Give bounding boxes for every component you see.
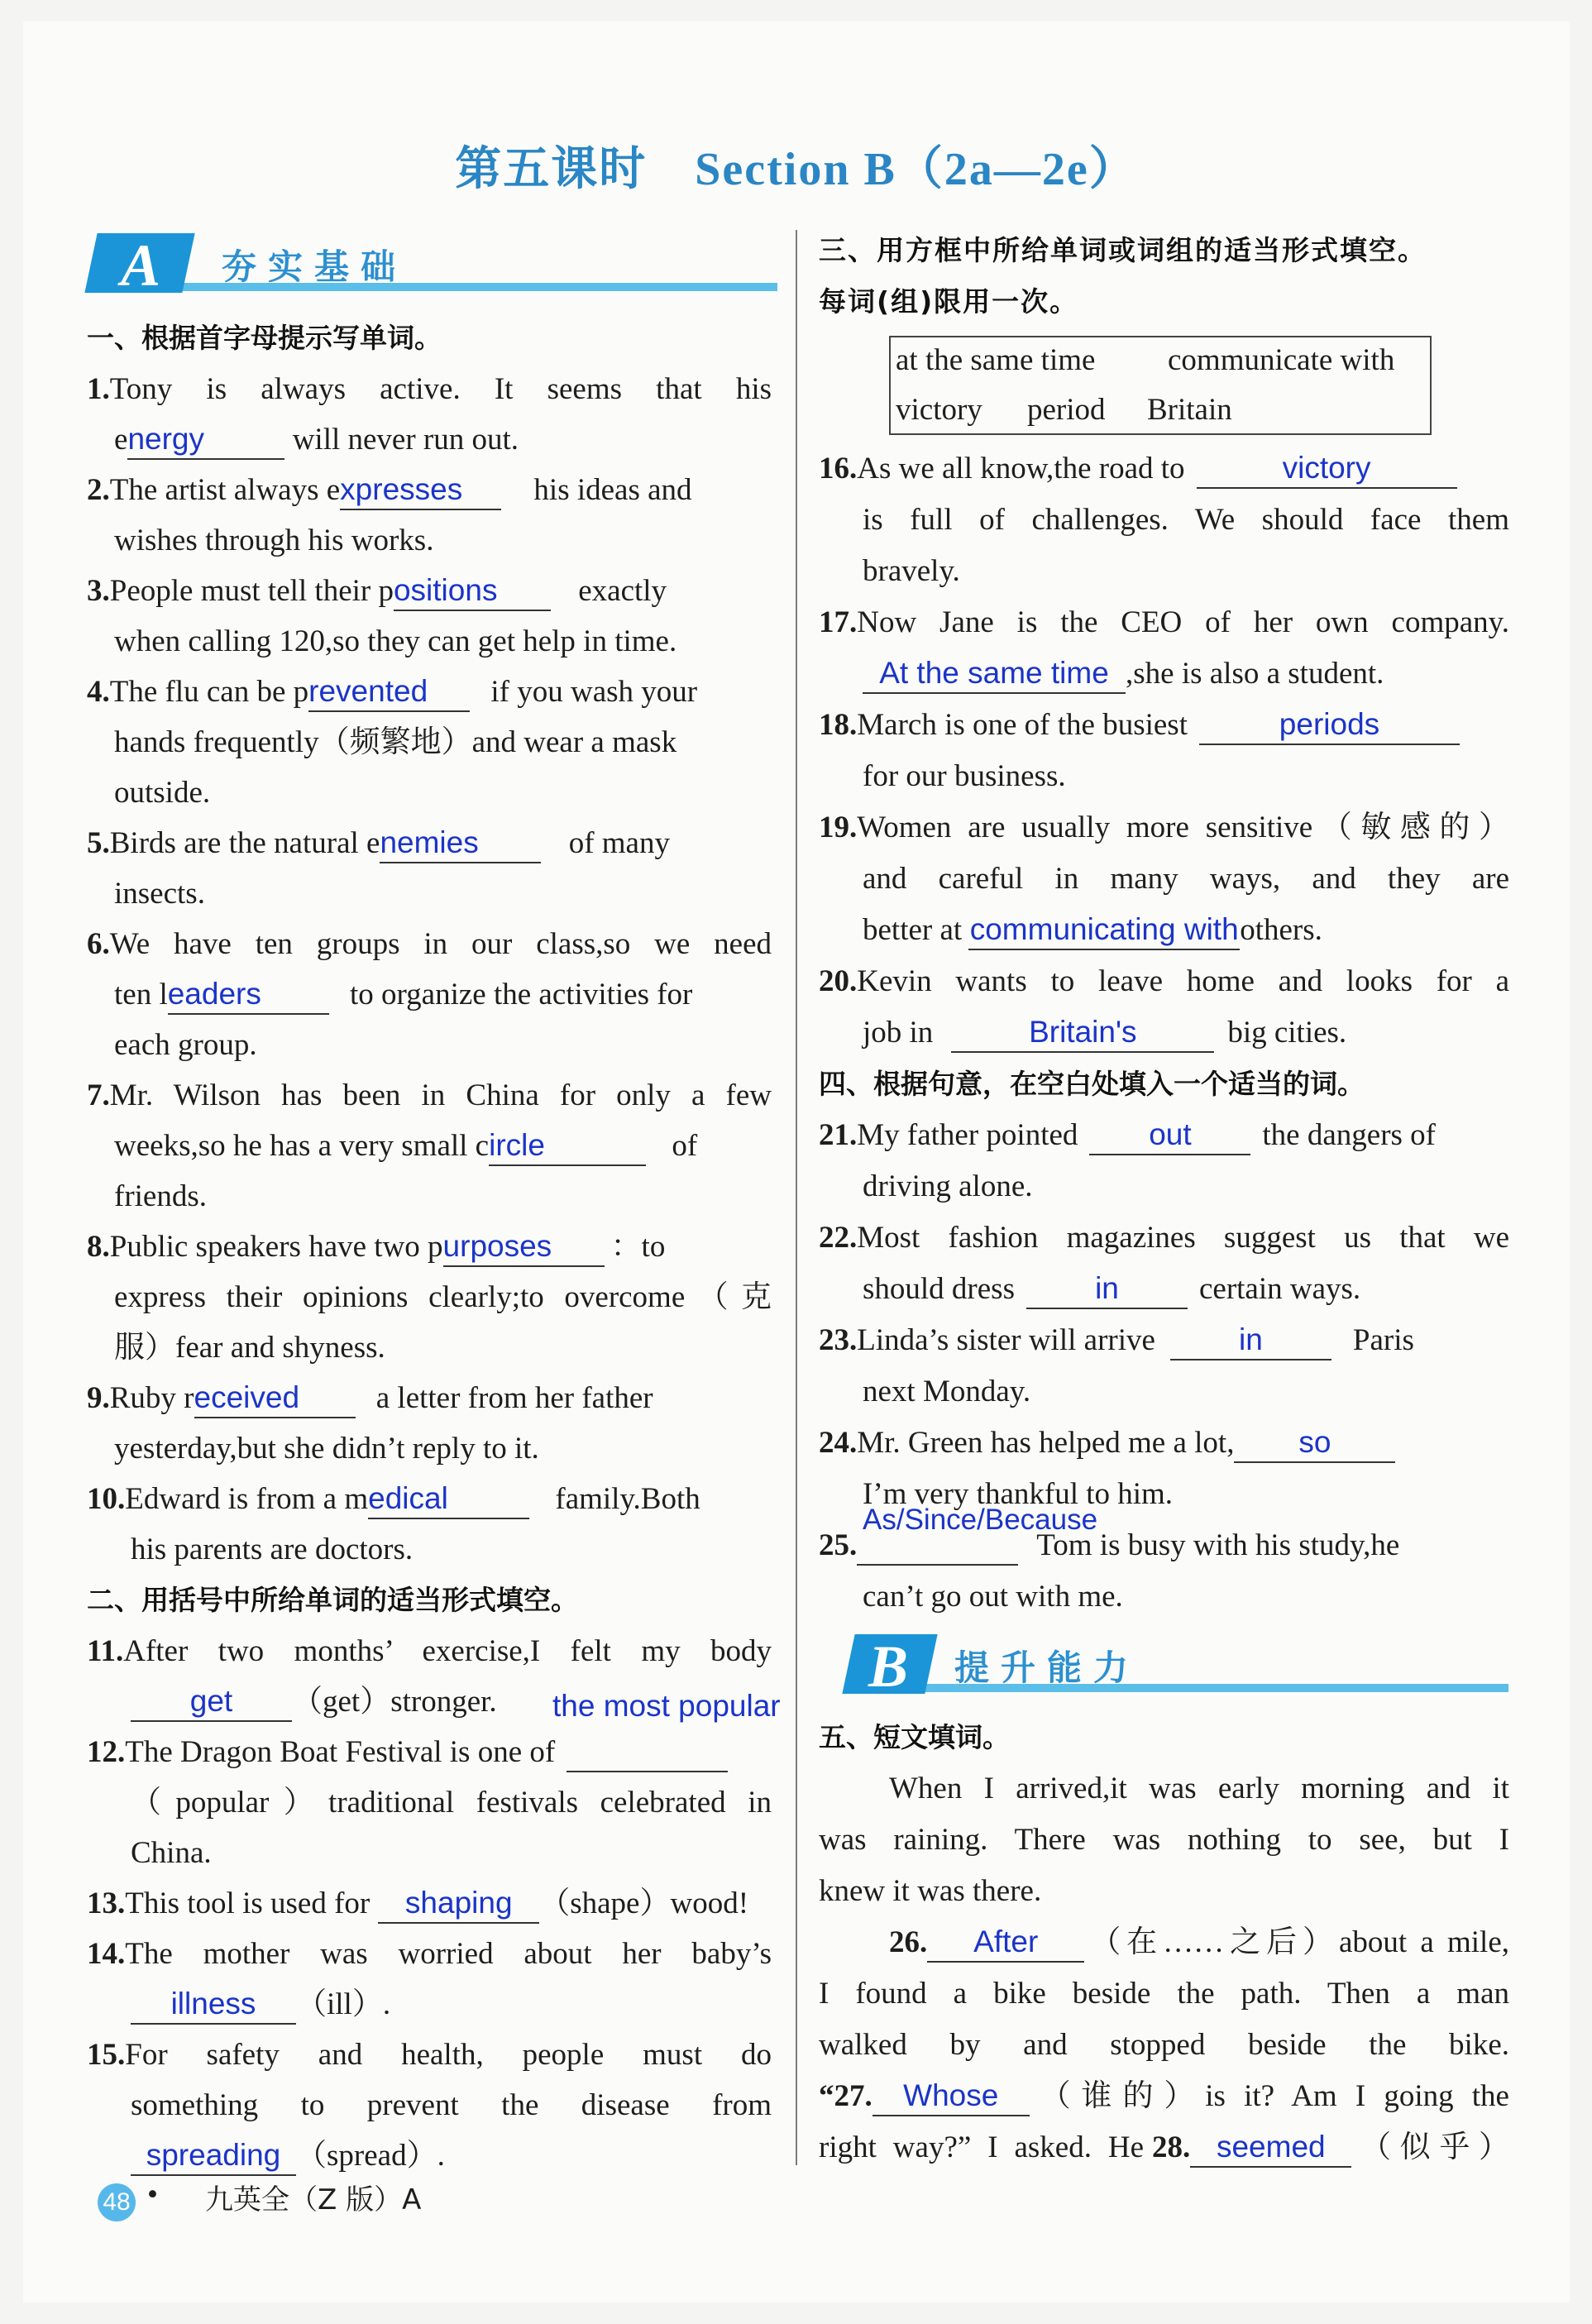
- q28-number: 28.: [1152, 2130, 1191, 2164]
- q2-number: 2.: [87, 473, 110, 507]
- q3-number: 3.: [87, 574, 110, 608]
- q1-text-2: e: [114, 423, 128, 457]
- q19-text-4: others.: [1240, 913, 1322, 947]
- q10-answer-blank[interactable]: [368, 1480, 529, 1519]
- q24-answer: so: [1298, 1425, 1331, 1459]
- q14-number: 14.: [87, 1937, 126, 1971]
- passage-line-2: [819, 1815, 1509, 1865]
- q28-answer-blank[interactable]: [1190, 2129, 1351, 2168]
- q1-text-3: will never run out.: [284, 423, 519, 457]
- passage-line-1: [889, 1763, 1509, 1814]
- q23-answer-blank[interactable]: [1170, 1322, 1331, 1360]
- q21-text-1: My father pointed: [857, 1118, 1078, 1152]
- q25-number: 25.: [819, 1528, 858, 1562]
- question-17: [819, 597, 1509, 648]
- q17-answer: At the same time: [879, 656, 1109, 690]
- q11-number: 11.: [87, 1634, 124, 1668]
- question-21: [819, 1110, 1509, 1160]
- q19-number: 19.: [819, 811, 858, 844]
- q26-answer-blank[interactable]: [927, 1924, 1084, 1963]
- question-22: [819, 1212, 1509, 1263]
- q7-text-2: weeks,so he has a very small c: [114, 1129, 490, 1163]
- q22-answer: in: [1095, 1271, 1119, 1305]
- question-23: [819, 1315, 1509, 1365]
- q7-text-4: friends.: [114, 1179, 207, 1213]
- box-word-2: communicate with: [1168, 343, 1395, 377]
- section-a-title: 夯实基础: [222, 246, 408, 287]
- q13-text-2: （shape）wood!: [539, 1886, 749, 1920]
- q12-text-3: China.: [131, 1836, 212, 1870]
- q8-text-2: ：to: [610, 1230, 666, 1264]
- q17-number: 17.: [819, 605, 858, 639]
- question-27: [819, 2071, 1509, 2121]
- q16-text-3: bravely.: [863, 554, 960, 588]
- q1-number: 1.: [87, 372, 110, 406]
- question-16-line2: [863, 495, 1509, 545]
- q6-answer: eaders: [167, 977, 261, 1011]
- question-19-line2: [863, 854, 1509, 904]
- question-12-line2: [131, 1777, 772, 1828]
- passage-text-3: knew it was there.: [819, 1874, 1042, 1908]
- q18-text-1: March is one of the busiest: [857, 708, 1188, 742]
- q25-answer: As/Since/Because: [863, 1504, 1098, 1536]
- q5-text-3: insects.: [114, 877, 205, 911]
- q15-answer-blank[interactable]: [131, 2137, 296, 2176]
- q20-text-3: big cities.: [1227, 1016, 1347, 1050]
- q23-answer: in: [1239, 1322, 1263, 1356]
- q5-text-2: of many: [561, 826, 670, 860]
- section-a-header: [89, 230, 777, 298]
- question-10-line2: [131, 1524, 772, 1575]
- passage-text-2: was raining. There was nothing to see, but I: [819, 1823, 1509, 1857]
- q18-answer: periods: [1279, 707, 1380, 741]
- q8-text-3: express their opinions clearly;to overcome（克: [114, 1280, 772, 1314]
- q14-text-1: The mother was worried about her baby’s: [125, 1937, 772, 1971]
- q21-text-3: driving alone.: [863, 1169, 1033, 1203]
- q10-answer: edical: [368, 1481, 448, 1515]
- question-14-line2: [131, 1979, 772, 2030]
- q21-answer-blank[interactable]: [1089, 1117, 1250, 1155]
- q20-answer: Britain's: [1029, 1015, 1137, 1049]
- section-b-title: 提升能力: [954, 1647, 1140, 1688]
- section-a-underline: [89, 283, 777, 291]
- question-15: [87, 2030, 772, 2080]
- q16-number: 16.: [819, 452, 858, 485]
- q22-number: 22.: [819, 1221, 858, 1255]
- q10-text-3: his parents are doctors.: [131, 1533, 414, 1566]
- q28-answer: seemed: [1216, 2130, 1326, 2164]
- q12-number: 12.: [87, 1735, 126, 1769]
- question-9: [87, 1373, 772, 1423]
- question-8: [87, 1222, 772, 1272]
- passage-line-3: [819, 1866, 1509, 1916]
- q20-text-2: job in: [863, 1016, 934, 1050]
- q15-text-3: （spread）.: [296, 2139, 445, 2173]
- question-12-line3: [131, 1828, 772, 1878]
- q17-answer-blank[interactable]: [863, 655, 1126, 694]
- question-4-line2: [114, 717, 772, 767]
- q18-number: 18.: [819, 708, 858, 742]
- part2-heading: 二、用括号中所给单词的适当形式填空。: [87, 1584, 578, 1616]
- q5-text-1: Birds are the natural e: [109, 826, 380, 860]
- q23-text-1: Linda’s sister will arrive: [857, 1323, 1155, 1357]
- q19-text-2: and careful in many ways, and they are: [863, 862, 1509, 896]
- question-7: [87, 1070, 772, 1121]
- question-26: [889, 1917, 1509, 1968]
- q28-text-0: right way?” I asked. He: [819, 2130, 1145, 2164]
- q12-answer-blank[interactable]: [567, 1734, 728, 1772]
- footer-book-title: 九英全（Z 版）A: [205, 2183, 422, 2216]
- q1-answer-blank[interactable]: [127, 421, 284, 460]
- q21-text-2: the dangers of: [1262, 1118, 1436, 1152]
- q7-text-3: of: [664, 1129, 698, 1163]
- q9-answer: eceived: [194, 1380, 300, 1414]
- q4-text-4: outside.: [114, 776, 211, 810]
- q19-text-1: Women are usually more sensitive（敏感的）: [857, 811, 1509, 844]
- q1-text-1: Tony is always active. It seems that his: [109, 372, 772, 406]
- q4-answer: revented: [308, 674, 428, 708]
- q13-answer: shaping: [404, 1886, 513, 1920]
- question-4-line3: [114, 767, 772, 818]
- q3-text-1: People must tell their p: [109, 574, 394, 608]
- q2-answer: xpresses: [340, 472, 463, 506]
- question-8-line2: [114, 1272, 772, 1322]
- q7-text-1: Mr. Wilson has been in China for only a few: [109, 1078, 772, 1112]
- question-6: [87, 919, 772, 969]
- q19-answer: communicating with: [969, 912, 1239, 946]
- q26-number: 26.: [889, 1925, 928, 1959]
- q27-answer: Whose: [903, 2078, 999, 2112]
- q17-text-1: Now Jane is the CEO of her own company.: [857, 605, 1509, 639]
- question-9-line2: [114, 1423, 772, 1474]
- part3-heading-2: 每词(组)限用一次。: [819, 285, 1079, 318]
- q23-text-2: Paris: [1352, 1323, 1414, 1357]
- q14-text-2: （ill）.: [296, 1987, 391, 2021]
- q8-number: 8.: [87, 1230, 110, 1264]
- q20-answer-blank[interactable]: [951, 1014, 1214, 1053]
- question-21-line2: [863, 1161, 1509, 1212]
- q20-text-1: Kevin wants to leave home and looks for a: [857, 964, 1509, 998]
- q14-answer: illness: [170, 1987, 256, 2020]
- q8-text-4: 服）fear and shyness.: [114, 1331, 385, 1365]
- q12-text-1: The Dragon Boat Festival is one of: [125, 1735, 556, 1769]
- q22-answer-blank[interactable]: [1026, 1270, 1188, 1309]
- question-8-line3: [114, 1322, 772, 1373]
- question-16-line3: [863, 546, 1509, 596]
- q28-text-1: （似乎）: [1351, 2130, 1510, 2164]
- q24-text-1: Mr. Green has helped me a lot,: [857, 1426, 1235, 1460]
- q3-text-2: exactly: [570, 574, 667, 608]
- q19-text-3: better at: [863, 913, 963, 947]
- question-20-line2: [863, 1007, 1509, 1058]
- q10-text-2: family.Both: [547, 1482, 700, 1516]
- q23-number: 23.: [819, 1323, 858, 1357]
- q15-number: 15.: [87, 2038, 126, 2072]
- q2-text-1: The artist always e: [109, 473, 341, 507]
- question-3-line2: [114, 616, 772, 667]
- question-2: [87, 465, 772, 515]
- q5-answer-blank[interactable]: [380, 825, 541, 863]
- q17-text-2: ,she is also a student.: [1126, 657, 1384, 691]
- q6-answer-blank[interactable]: [168, 976, 329, 1015]
- question-7-line2: [114, 1121, 772, 1171]
- q5-answer: nemies: [380, 825, 479, 859]
- q3-answer: ositions: [393, 573, 498, 607]
- q2-answer-blank[interactable]: [340, 471, 501, 510]
- q6-text-2: ten l: [114, 978, 168, 1011]
- question-6-line2: [114, 969, 772, 1020]
- question-25: [819, 1520, 1509, 1571]
- q15-text-1: For safety and health, people must do: [125, 2038, 772, 2072]
- question-15-line3: [131, 2130, 772, 2181]
- q9-text-1: Ruby r: [109, 1381, 194, 1415]
- q9-text-3: yesterday,but she didn’t reply to it.: [114, 1432, 539, 1466]
- question-5: [87, 818, 772, 868]
- question-6-line3: [114, 1020, 772, 1070]
- q15-answer: spreading: [146, 2138, 281, 2172]
- box-word-4: period: [1027, 393, 1106, 427]
- q16-answer-blank[interactable]: [1197, 450, 1457, 489]
- q16-text-2: is full of challenges. We should face them: [863, 503, 1509, 537]
- q12-answer: the most popular: [552, 1689, 781, 1723]
- part5-heading: 五、短文填词。: [819, 1721, 1010, 1753]
- section-a-letter: A: [121, 232, 161, 299]
- q15-text-2: something to prevent the disease from: [131, 2088, 772, 2122]
- q1-answer: nergy: [127, 422, 204, 456]
- q5-number: 5.: [87, 826, 110, 860]
- question-10: [87, 1474, 772, 1524]
- part3-heading-1: 三、用方框中所给单词或词组的适当形式填空。: [819, 234, 1427, 266]
- q10-number: 10.: [87, 1482, 126, 1516]
- question-4: [87, 667, 772, 717]
- q11-text-1: After two months’ exercise,I felt my body: [123, 1634, 772, 1668]
- q2-text-3: wishes through his works.: [114, 524, 434, 557]
- q27-text-1: （谁的）is it? Am I going the: [1029, 2079, 1509, 2113]
- q9-text-2: a letter from her father: [368, 1381, 653, 1415]
- question-1-line2: [114, 414, 772, 465]
- q6-text-1: We have ten groups in our class,so we need: [109, 927, 772, 961]
- q12-text-2: （popular）traditional festivals celebrated in: [131, 1786, 772, 1820]
- q24-answer-blank[interactable]: [1234, 1424, 1395, 1463]
- q23-text-3: next Monday.: [863, 1375, 1031, 1408]
- question-18-line2: [863, 751, 1509, 801]
- question-14: [87, 1929, 772, 1979]
- question-18: [819, 700, 1509, 750]
- q26-text-1: （在……之后）about a mile,: [1084, 1925, 1509, 1959]
- section-b-underline: [847, 1684, 1508, 1692]
- q22-text-3: certain ways.: [1198, 1272, 1361, 1306]
- question-11: [87, 1626, 772, 1676]
- question-25-line2: [863, 1571, 1509, 1622]
- section-b-letter: B: [868, 1633, 909, 1700]
- passage-text-1: When I arrived,it was early morning and it: [889, 1772, 1509, 1805]
- q8-answer-blank[interactable]: [443, 1228, 605, 1267]
- question-1: [87, 364, 772, 414]
- q6-text-3: to organize the activities for: [342, 978, 693, 1011]
- question-22-line2: [863, 1264, 1509, 1314]
- q10-text-1: Edward is from a m: [125, 1482, 369, 1516]
- q27-number: 27.: [834, 2079, 872, 2113]
- q8-answer: urposes: [442, 1229, 552, 1263]
- q7-answer-blank[interactable]: [489, 1127, 646, 1166]
- q24-text-2: I’m very thankful to him.: [863, 1477, 1174, 1511]
- q19-answer-blank[interactable]: [968, 911, 1240, 950]
- q8-text-1: Public speakers have two p: [109, 1230, 443, 1264]
- q7-answer: ircle: [489, 1128, 545, 1162]
- question-24: [819, 1418, 1509, 1468]
- question-20: [819, 956, 1509, 1007]
- question-7-line3: [114, 1171, 772, 1222]
- q9-number: 9.: [87, 1381, 110, 1415]
- q22-text-1: Most fashion magazines suggest us that we: [857, 1221, 1509, 1255]
- q18-answer-blank[interactable]: [1199, 706, 1460, 745]
- q6-text-4: each group.: [114, 1028, 257, 1062]
- question-17-line2: [863, 648, 1509, 699]
- q16-text-1: As we all know,the road to: [857, 452, 1185, 485]
- box-word-3: victory: [896, 393, 982, 427]
- q3-answer-blank[interactable]: [394, 572, 551, 611]
- q11-answer: get: [189, 1684, 233, 1718]
- passage-text-4: I found a bike beside the path. Then a man: [819, 1977, 1509, 2011]
- q7-number: 7.: [87, 1078, 110, 1112]
- q11-text-2: （get）stronger.: [292, 1685, 497, 1719]
- q20-number: 20.: [819, 964, 858, 998]
- q18-text-2: for our business.: [863, 759, 1066, 793]
- q21-number: 21.: [819, 1118, 858, 1152]
- q6-number: 6.: [87, 927, 110, 961]
- q25-answer-blank[interactable]: [857, 1528, 1018, 1566]
- q4-text-1: The flu can be p: [109, 675, 309, 709]
- q4-text-2: if you wash your: [483, 675, 698, 709]
- question-15-line2: [131, 2080, 772, 2130]
- section-b-header: [847, 1631, 1508, 1699]
- q14-answer-blank[interactable]: [131, 1986, 296, 2025]
- q25-text-2: can’t go out with me.: [863, 1580, 1123, 1614]
- question-16: [819, 443, 1509, 494]
- box-word-1: at the same time: [896, 343, 1096, 377]
- box-word-5: Britain: [1147, 393, 1232, 427]
- q22-text-2: should dress: [863, 1272, 1015, 1306]
- q4-answer-blank[interactable]: [308, 673, 470, 712]
- q4-number: 4.: [87, 675, 110, 709]
- page-number: 48: [98, 2183, 136, 2221]
- q9-answer-blank[interactable]: [194, 1380, 356, 1418]
- q4-text-3: hands frequently（频繁地）and wear a mask: [114, 725, 677, 759]
- q13-answer-blank[interactable]: [378, 1885, 539, 1924]
- question-2-line2: [114, 515, 772, 566]
- page-title: 第五课时 Section B（2a—2e）: [455, 144, 1137, 195]
- column-divider: [796, 230, 797, 2165]
- q16-answer: victory: [1282, 451, 1371, 485]
- q25-text-1: Tom is busy with his study,he: [1036, 1528, 1400, 1562]
- footer-bullet: •: [147, 2178, 158, 2212]
- q13-text-1: This tool is used for: [125, 1886, 371, 1920]
- part4-heading: 四、根据句意，在空白处填入一个适当的词。: [819, 1068, 1365, 1100]
- q26-answer: After: [973, 1925, 1039, 1958]
- q24-number: 24.: [819, 1426, 858, 1460]
- question-28: [819, 2122, 1509, 2173]
- q13-number: 13.: [87, 1886, 126, 1920]
- passage-line-5: [819, 2020, 1509, 2070]
- part1-heading: 一、根据首字母提示写单词。: [87, 322, 442, 354]
- q21-answer: out: [1149, 1117, 1192, 1151]
- question-13: [87, 1878, 772, 1929]
- q27-answer-blank[interactable]: [872, 2078, 1030, 2116]
- q27-open-quote: “: [819, 2079, 834, 2113]
- question-5-line2: [114, 868, 772, 919]
- q11-answer-blank[interactable]: [131, 1683, 292, 1722]
- question-3: [87, 566, 772, 616]
- question-12: [87, 1727, 772, 1777]
- word-box: [889, 336, 1432, 435]
- question-19-line3: [863, 905, 1509, 955]
- question-23-line2: [863, 1366, 1509, 1417]
- passage-text-5: walked by and stopped beside the bike.: [819, 2028, 1509, 2062]
- q3-text-3: when calling 120,so they can get help in time.: [114, 624, 677, 658]
- passage-line-4: [819, 1968, 1509, 2019]
- q2-text-2: his ideas and: [526, 473, 692, 507]
- question-19: [819, 802, 1509, 853]
